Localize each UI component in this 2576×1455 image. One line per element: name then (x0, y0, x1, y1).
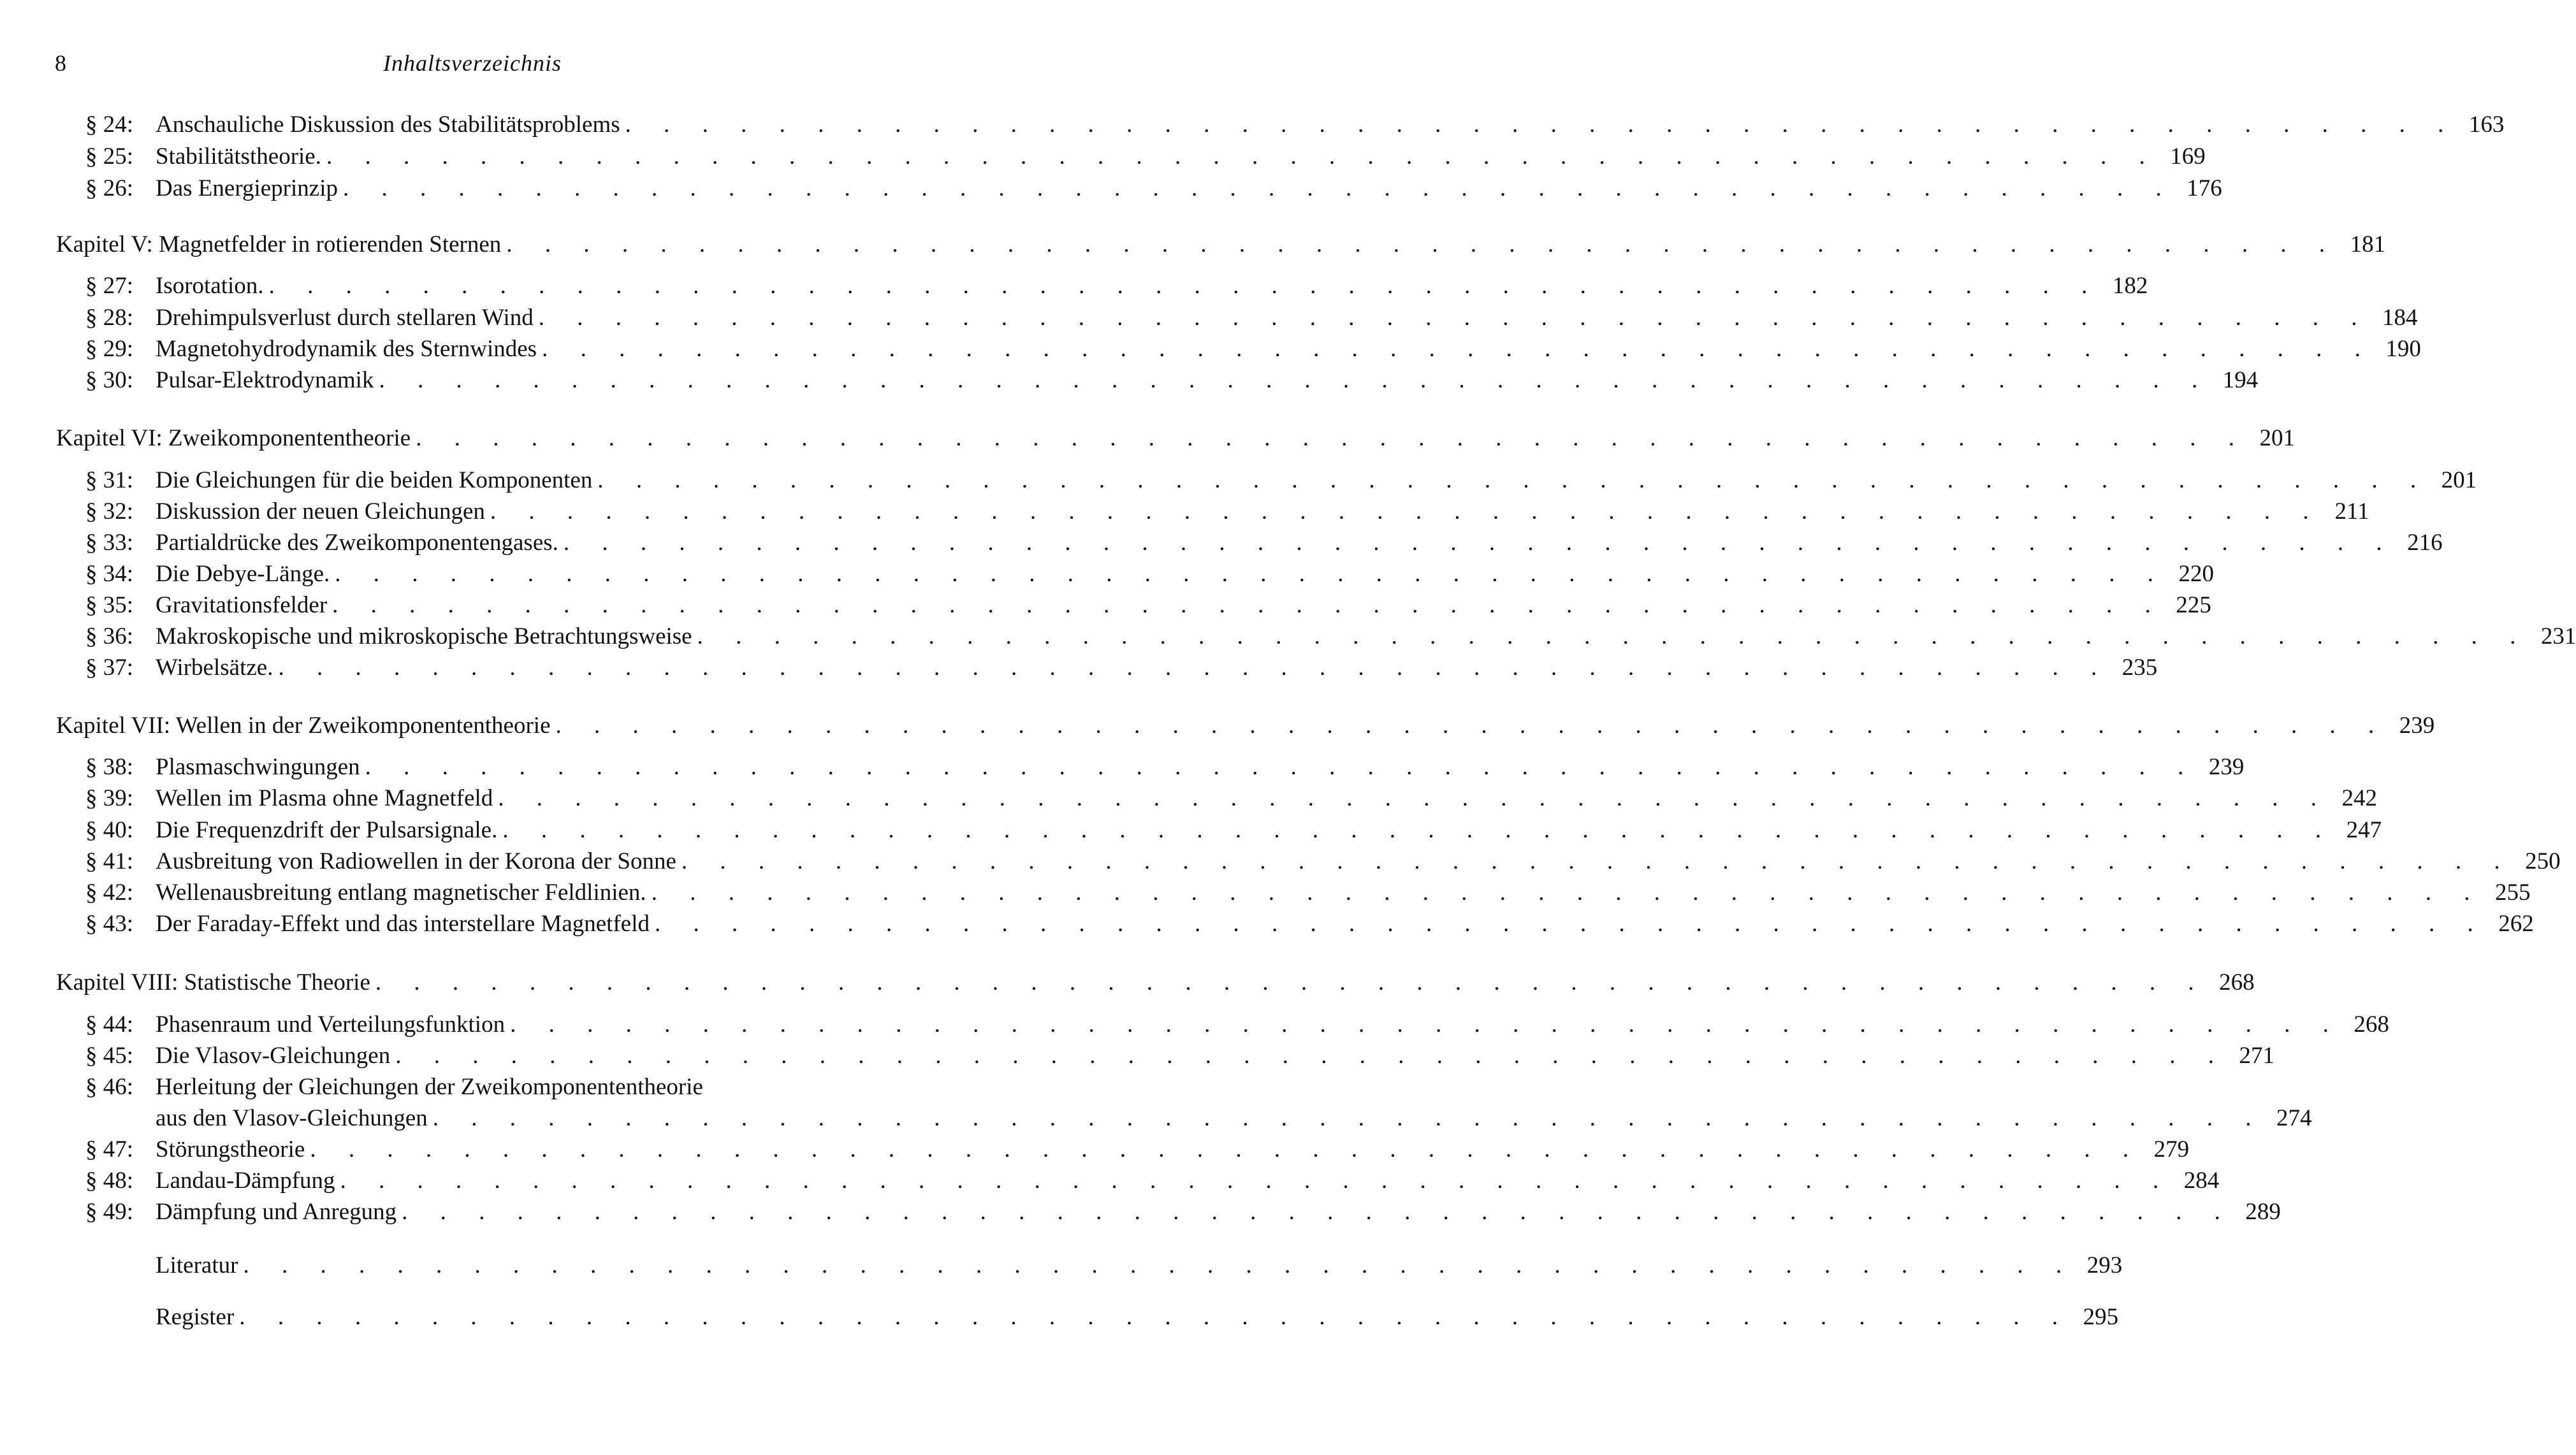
section-title: Herleitung der Gleichungen der Zweikomponententheorie (156, 1074, 703, 1100)
section-title: Plasmaschwingungen (156, 754, 360, 780)
section-number: § 26: (85, 175, 134, 201)
toc-chapter-7[interactable] (0, 711, 2435, 741)
toc-entry-27[interactable] (0, 271, 2148, 301)
dot-leader: . . . . . . . . . . . . . . . . . . . . . . . . . . . . . . . . . . . . . . . . . . . . . . . . (654, 911, 2487, 937)
toc-entry-43[interactable] (0, 909, 2534, 939)
toc-entry-44[interactable] (0, 1010, 2389, 1040)
section-title: Dämpfung und Anregung (156, 1199, 397, 1225)
dot-leader: . . . . . . . . . . . . . . . . . . . . . . . . . . . . . . . . . . . . . . . . . . . . . . . . (326, 143, 2158, 170)
toc-entry-35[interactable] (0, 590, 2211, 621)
chapter-title: Kapitel VI: Zweikomponententheorie (56, 425, 411, 451)
section-number: § 24: (85, 112, 134, 138)
toc-entry-39[interactable] (0, 783, 2378, 814)
page-ref: 211 (2334, 498, 2369, 525)
dot-leader: . . . . . . . . . . . . . . . . . . . . . . . . . . . . . . . . . . . . . . . . . . . . . . . . (510, 1011, 2342, 1038)
section-number: § 42: (85, 880, 134, 906)
section-number: § 28: (85, 305, 134, 331)
page-ref: 201 (2259, 425, 2295, 451)
page-ref: 255 (2494, 880, 2531, 906)
chapter-title: Kapitel VII: Wellen in der Zweikomponententheorie (56, 713, 551, 739)
page-ref: 271 (2239, 1043, 2274, 1069)
dot-leader: . . . . . . . . . . . . . . . . . . . . . . . . . . . . . . . . . . . . . . . . . . . . . . . . (243, 1252, 2076, 1278)
section-title: Wellen im Plasma ohne Magnetfeld (156, 785, 493, 811)
section-title: Phasenraum und Verteilungsfunktion (156, 1011, 506, 1038)
page-ref: 293 (2086, 1252, 2123, 1278)
section-title: Die Frequenzdrift der Pulsarsignale. (156, 817, 498, 843)
dot-leader: . . . . . . . . . . . . . . . . . . . . . . . . . . . . . . . . . . . . . . . . . . . . . . . . (502, 817, 2335, 843)
section-number: § 48: (85, 1168, 134, 1194)
toc-entry-29[interactable] (0, 334, 2421, 365)
dot-leader: . . . . . . . . . . . . . . . . . . . . . . . . . . . . . . . . . . . . . . . . . . . . . . . . (432, 1105, 2265, 1131)
page-ref: 247 (2346, 817, 2382, 843)
dot-leader: . . . . . . . . . . . . . . . . . . . . . . . . . . . . . . . . . . . . . . . . . . . . . . . . (498, 785, 2331, 811)
dot-leader: . . . . . . . . . . . . . . . . . . . . . . . . . . . . . . . . . . . . . . . . . . . . . . . . (697, 623, 2529, 649)
page-ref: 289 (2245, 1199, 2281, 1225)
dot-leader: . . . . . . . . . . . . . . . . . . . . . . . . . . . . . . . . . . . . . . . . . . . . . . . . (490, 498, 2322, 525)
page-ref: 169 (2170, 143, 2206, 170)
page-number: 8 (55, 50, 66, 76)
section-title: Stabilitätstheorie. (156, 143, 321, 170)
toc-entry-46[interactable] (0, 1072, 990, 1103)
page-ref: 181 (2350, 231, 2386, 257)
section-number: § 35: (85, 592, 134, 618)
section-title: Das Energieprinzip (156, 175, 338, 201)
section-title: Die Debye-Länge. (156, 561, 330, 587)
toc-chapter-8[interactable] (0, 967, 2255, 998)
dot-leader: . . . . . . . . . . . . . . . . . . . . . . . . . . . . . . . . . . . . . . . . . . . . . . . . (375, 969, 2208, 995)
page-ref: 295 (2083, 1304, 2119, 1330)
section-number: § 33: (85, 530, 134, 556)
section-title: Gravitationsfelder (156, 592, 328, 618)
page-ref: 220 (2178, 561, 2215, 587)
dot-leader: . . . . . . . . . . . . . . . . . . . . . . . . . . . . . . . . . . . . . . . . . . . . . . . . (416, 425, 2248, 451)
page-ref: 262 (2498, 911, 2534, 937)
section-title: Der Faraday-Effekt und das interstellare Magnetfeld (156, 911, 650, 937)
section-title: Wirbelsätze. (156, 655, 273, 681)
section-number: § 38: (85, 754, 134, 780)
section-number: § 40: (85, 817, 134, 843)
dot-leader: . . . . . . . . . . . . . . . . . . . . . . . . . . . . . . . . . . . . . . . . . . . . . . . . (395, 1043, 2227, 1069)
dot-leader: . . . . . . . . . . . . . . . . . . . . . . . . . . . . . . . . . . . . . . . . . . . . . . . . (625, 112, 2457, 138)
page-ref: 190 (2385, 336, 2421, 362)
toc-chapter-5[interactable] (0, 229, 2386, 260)
section-title: Landau-Dämpfung (156, 1168, 335, 1194)
page-ref: 235 (2121, 655, 2158, 681)
dot-leader: . . . . . . . . . . . . . . . . . . . . . . . . . . . . . . . . . . . . . . . . . . . . . . . . (310, 1136, 2143, 1162)
dot-leader: . . . . . . . . . . . . . . . . . . . . . . . . . . . . . . . . . . . . . . . . . . . . . . . . (342, 175, 2175, 201)
toc-entry-47[interactable] (0, 1134, 2190, 1165)
toc-entry-literatur[interactable] (0, 1250, 2123, 1281)
section-title: Ausbreitung von Radiowellen in der Korona der Sonne (156, 848, 676, 874)
section-number: § 25: (85, 143, 134, 170)
toc-entry-33[interactable] (0, 528, 2443, 558)
section-title: Anschauliche Diskussion des Stabilitätsproblems (156, 112, 620, 138)
page-ref: 194 (2222, 367, 2259, 393)
page-ref: 250 (2525, 848, 2561, 874)
section-number: § 49: (85, 1199, 134, 1225)
page-ref: 284 (2183, 1168, 2220, 1194)
page-ref: 163 (2468, 112, 2505, 138)
section-title: Drehimpulsverlust durch stellaren Wind (156, 305, 534, 331)
page-ref: 225 (2176, 592, 2211, 618)
toc-entry-38[interactable] (0, 752, 2245, 783)
toc-entry-49[interactable] (0, 1197, 2281, 1227)
dot-leader: . . . . . . . . . . . . . . . . . . . . . . . . . . . . . . . . . . . . . . . . . . . . . . . . (268, 273, 2101, 299)
section-number: § 30: (85, 367, 134, 393)
dot-leader: . . . . . . . . . . . . . . . . . . . . . . . . . . . . . . . . . . . . . . . . . . . . . . . . (365, 754, 2197, 780)
dot-leader: . . . . . . . . . . . . . . . . . . . . . . . . . . . . . . . . . . . . . . . . . . . . . . . . (335, 561, 2167, 587)
dot-leader: . . . . . . . . . . . . . . . . . . . . . . . . . . . . . . . . . . . . . . . . . . . . . . . . (555, 713, 2388, 739)
running-title: Inhaltsverzeichnis (383, 50, 562, 76)
section-title: Die Gleichungen für die beiden Komponenten (156, 467, 593, 493)
section-number: § 29: (85, 336, 134, 362)
dot-leader: . . . . . . . . . . . . . . . . . . . . . . . . . . . . . . . . . . . . . . . . . . . . . . . . (379, 367, 2211, 393)
section-title: Störungstheorie (156, 1136, 305, 1162)
section-title: Die Vlasov-Gleichungen (156, 1043, 391, 1069)
section-number: § 34: (85, 561, 134, 587)
toc-entry-41[interactable] (0, 846, 2561, 877)
section-number: § 44: (85, 1011, 134, 1038)
page-ref: 268 (2354, 1011, 2389, 1038)
toc-entry-26[interactable] (0, 173, 2222, 204)
section-title: Partialdrücke des Zweikomponentengases. (156, 530, 558, 556)
section-number: § 43: (85, 911, 134, 937)
toc-entry-36[interactable] (0, 621, 2576, 652)
page-ref: 176 (2187, 175, 2222, 201)
page-ref: 231 (2540, 623, 2576, 649)
page-ref: 184 (2382, 305, 2418, 331)
chapter-title: Kapitel VIII: Statistische Theorie (56, 969, 370, 995)
dot-leader: . . . . . . . . . . . . . . . . . . . . . . . . . . . . . . . . . . . . . . . . . . . . . . . . (597, 467, 2430, 493)
page-ref: 182 (2112, 273, 2148, 299)
section-number: § 36: (85, 623, 134, 649)
toc-entry-28[interactable] (0, 303, 2418, 333)
dot-leader: . . . . . . . . . . . . . . . . . . . . . . . . . . . . . . . . . . . . . . . . . . . . . . . . (538, 305, 2371, 331)
toc-entry-37[interactable] (0, 653, 2158, 683)
dot-leader: . . . . . . . . . . . . . . . . . . . . . . . . . . . . . . . . . . . . . . . . . . . . . . . . (278, 655, 2111, 681)
section-number: § 37: (85, 655, 134, 681)
section-number: § 27: (85, 273, 134, 299)
dot-leader: . . . . . . . . . . . . . . . . . . . . . . . . . . . . . . . . . . . . . . . . . . . . . . . . (563, 530, 2396, 556)
toc-entry-25[interactable] (0, 141, 2206, 172)
toc-entry-42[interactable] (0, 878, 2531, 908)
page-ref: 239 (2208, 754, 2245, 780)
toc-entry-48[interactable] (0, 1166, 2220, 1196)
dot-leader: . . . . . . . . . . . . . . . . . . . . . . . . . . . . . . . . . . . . . . . . . . . . . . . . (340, 1168, 2172, 1194)
section-number: § 39: (85, 785, 134, 811)
section-title: Diskussion der neuen Gleichungen (156, 498, 485, 525)
chapter-title: Kapitel V: Magnetfelder in rotierenden Sternen (56, 231, 502, 257)
dot-leader: . . . . . . . . . . . . . . . . . . . . . . . . . . . . . . . . . . . . . . . . . . . . . . . . (239, 1304, 2072, 1330)
toc-entry-24[interactable] (0, 110, 2505, 140)
literatur-title: Literatur (156, 1252, 238, 1278)
section-title: Magnetohydrodynamik des Sternwindes (156, 336, 537, 362)
section-number: § 47: (85, 1136, 134, 1162)
page-ref: 279 (2153, 1136, 2190, 1162)
section-title-continued: aus den Vlasov-Gleichungen (156, 1105, 428, 1131)
toc-entry-46-continued[interactable] (0, 1103, 2312, 1134)
toc-entry-31[interactable] (0, 465, 2477, 496)
section-number: § 46: (85, 1074, 134, 1100)
toc-chapter-6[interactable] (0, 423, 2295, 454)
section-number: § 31: (85, 467, 134, 493)
section-title: Pulsar-Elektrodynamik (156, 367, 374, 393)
toc-entry-register[interactable] (0, 1302, 2119, 1333)
page-ref: 242 (2341, 785, 2378, 811)
page-ref: 239 (2399, 713, 2435, 739)
page-ref: 216 (2407, 530, 2443, 556)
dot-leader: . . . . . . . . . . . . . . . . . . . . . . . . . . . . . . . . . . . . . . . . . . . . . . . . (681, 848, 2514, 874)
dot-leader: . . . . . . . . . . . . . . . . . . . . . . . . . . . . . . . . . . . . . . . . . . . . . . . . (506, 231, 2339, 257)
register-title: Register (156, 1304, 235, 1330)
section-title: Wellenausbreitung entlang magnetischer Feldlinien. (156, 880, 646, 906)
toc-entry-30[interactable] (0, 365, 2259, 396)
toc-entry-32[interactable] (0, 496, 2369, 527)
page-ref: 268 (2219, 969, 2255, 995)
dot-leader: . . . . . . . . . . . . . . . . . . . . . . . . . . . . . . . . . . . . . . . . . . . . . . . . (542, 336, 2374, 362)
dot-leader: . . . . . . . . . . . . . . . . . . . . . . . . . . . . . . . . . . . . . . . . . . . . . . . . (402, 1199, 2234, 1225)
toc-entry-34[interactable] (0, 559, 2215, 590)
toc-entry-40[interactable] (0, 815, 2382, 846)
section-number: § 45: (85, 1043, 134, 1069)
section-title: Isorotation. (156, 273, 264, 299)
toc-entry-45[interactable] (0, 1041, 2274, 1071)
dot-leader: . . . . . . . . . . . . . . . . . . . . . . . . . . . . . . . . . . . . . . . . . . . . . . . . (332, 592, 2164, 618)
dot-leader: . . . . . . . . . . . . . . . . . . . . . . . . . . . . . . . . . . . . . . . . . . . . . . . . (651, 880, 2484, 906)
page-ref: 274 (2276, 1105, 2312, 1131)
section-number: § 41: (85, 848, 134, 874)
section-title: Makroskopische und mikroskopische Betrachtungsweise (156, 623, 692, 649)
section-number: § 32: (85, 498, 134, 525)
page-ref: 201 (2441, 467, 2477, 493)
